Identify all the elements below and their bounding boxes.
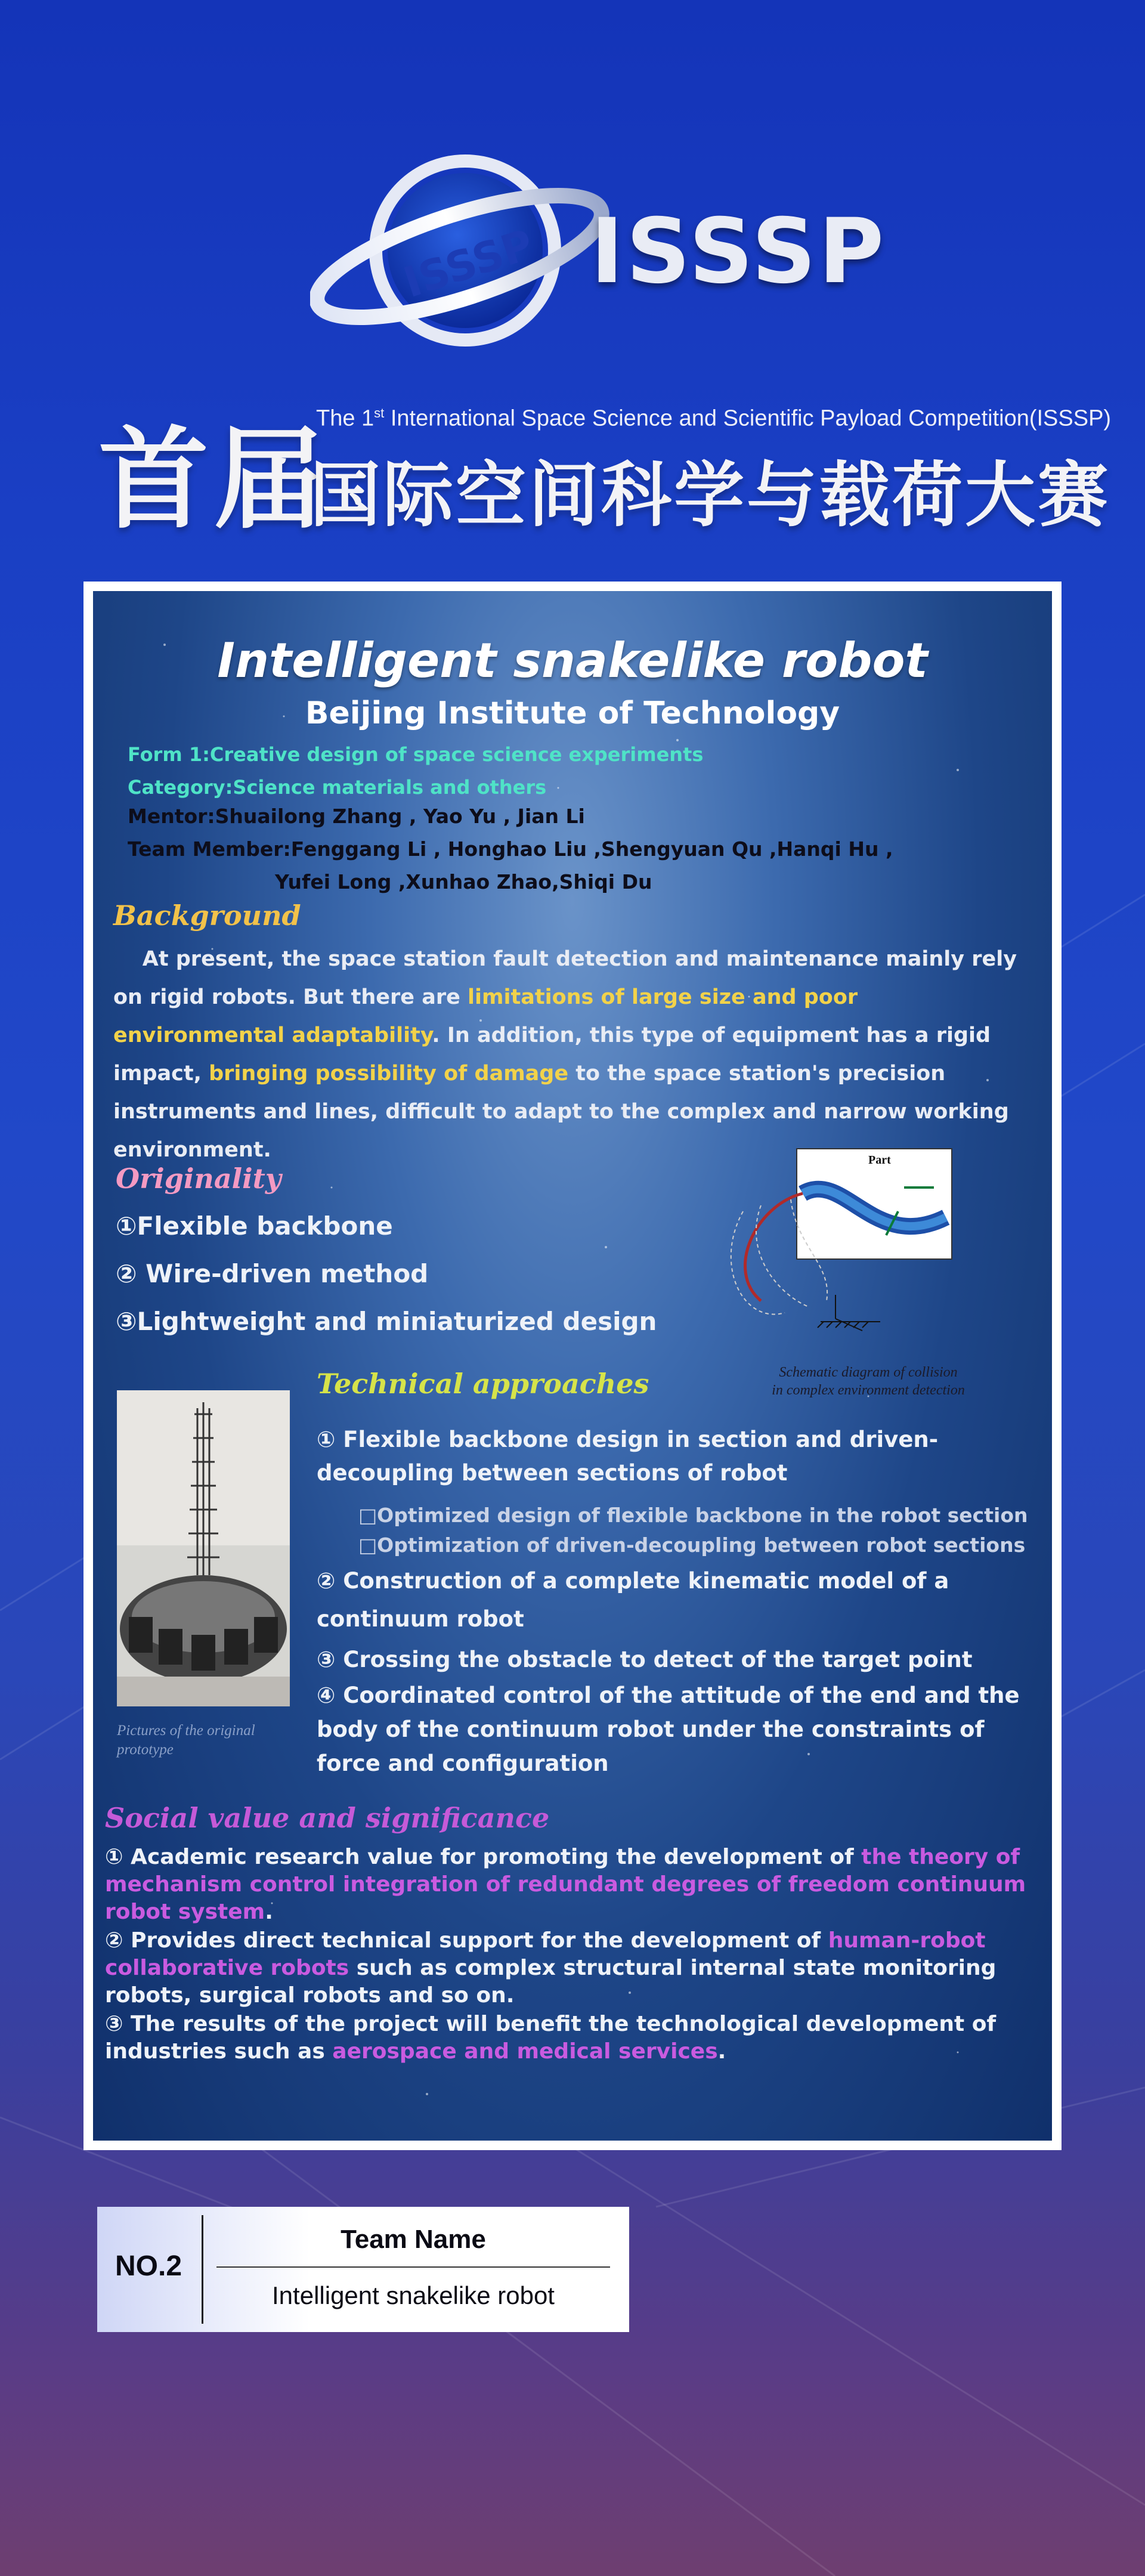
team-number: NO.2: [115, 2250, 182, 2282]
tech-item: ③ Crossing the obstacle to detect of the target point: [317, 1647, 973, 1672]
diagram-caption: Schematic diagram of collision in complex environment detection: [772, 1365, 965, 1398]
originality-item: ①Flexible backbone: [116, 1211, 393, 1241]
title-first-cn: 首届: [98, 415, 329, 544]
tech-item: ① Flexible backbone design in section and driven-decoupling between sections of robot: [317, 1427, 939, 1486]
isssp-logo: [310, 143, 887, 358]
divider: [216, 2266, 610, 2268]
prototype-photo: [117, 1390, 290, 1706]
social-item: ① Academic research value for promoting the development of the theory of mechanism control integration of redundant degrees of freedom continuum robot system.: [105, 1845, 1026, 1924]
tech-subitem: □Optimization of driven-decoupling between robot sections: [358, 1533, 1026, 1557]
divider: [202, 2215, 203, 2324]
originality-heading: Originality: [116, 1162, 281, 1195]
english-subtitle: The 1st International Space Science and Scientific Payload Competition(ISSSP): [316, 406, 1112, 431]
institution: Beijing Institute of Technology: [305, 695, 840, 731]
ring-text: ISSSP: [398, 219, 539, 308]
poster-frame: [83, 582, 1062, 2150]
originality-item: ② Wire-driven method: [116, 1259, 429, 1288]
competition-title-cn: 国际空间科学与载荷大赛: [310, 454, 1111, 536]
tech-item: ④ Coordinated control of the attitude of the end and the body of the continuum robot under the constraints of force and configuration: [317, 1683, 1020, 1776]
mentor-line: Mentor:Shuailong Zhang , Yao Yu , Jian Li: [128, 805, 585, 828]
form-line: Form 1:Creative design of space science experiments: [128, 743, 704, 766]
social-item: ② Provides direct technical support for the development of human-robot collaborative robots such as complex structural internal state monitoring robots, surgical robots and so on.: [105, 1928, 997, 2008]
background-heading: Background: [113, 899, 301, 932]
social-heading: Social value and significance: [105, 1802, 550, 1834]
brand-name: ISSSP: [590, 200, 887, 304]
team-name-label: Team Name: [341, 2225, 486, 2254]
tech-item: ② Construction of a complete kinematic model of a continuum robot: [317, 1568, 949, 1632]
category-line: Category:Science materials and others: [128, 776, 547, 799]
tech-subitem: □Optimized design of flexible backbone in the robot section: [358, 1504, 1028, 1527]
social-item: ③ The results of the project will benefit the technological development of industries such as aerospace and medical services.: [105, 2012, 997, 2064]
part-label: Part: [868, 1154, 891, 1167]
team-card: [97, 2207, 629, 2332]
technical-heading: Technical approaches: [317, 1368, 649, 1400]
poster-title: Intelligent snakelike robot: [217, 633, 928, 688]
collision-diagram: [707, 1146, 1005, 1343]
poster: [93, 591, 1052, 2141]
team-members-line2: Yufei Long ,Xunhao Zhao,Shiqi Du: [275, 870, 652, 893]
team-members-line1: Team Member:Fenggang Li , Honghao Liu ,Shengyuan Qu ,Hanqi Hu ,: [128, 837, 893, 861]
team-name-value: Intelligent snakelike robot: [272, 2281, 555, 2309]
background-paragraph: At present, the space station fault detection and maintenance mainly rely on rigid robots. But there are limitations of large size and poor environmental adaptability. In addition, this type of equipment has a rigid impact, bringing possibility of damage to the space station's precision instruments and lines, difficult to adapt to the complex and narrow working environment.: [113, 947, 1017, 1162]
photo-caption: Pictures of the original prototype: [117, 1723, 255, 1758]
originality-item: ③Lightweight and miniaturized design: [116, 1307, 657, 1336]
